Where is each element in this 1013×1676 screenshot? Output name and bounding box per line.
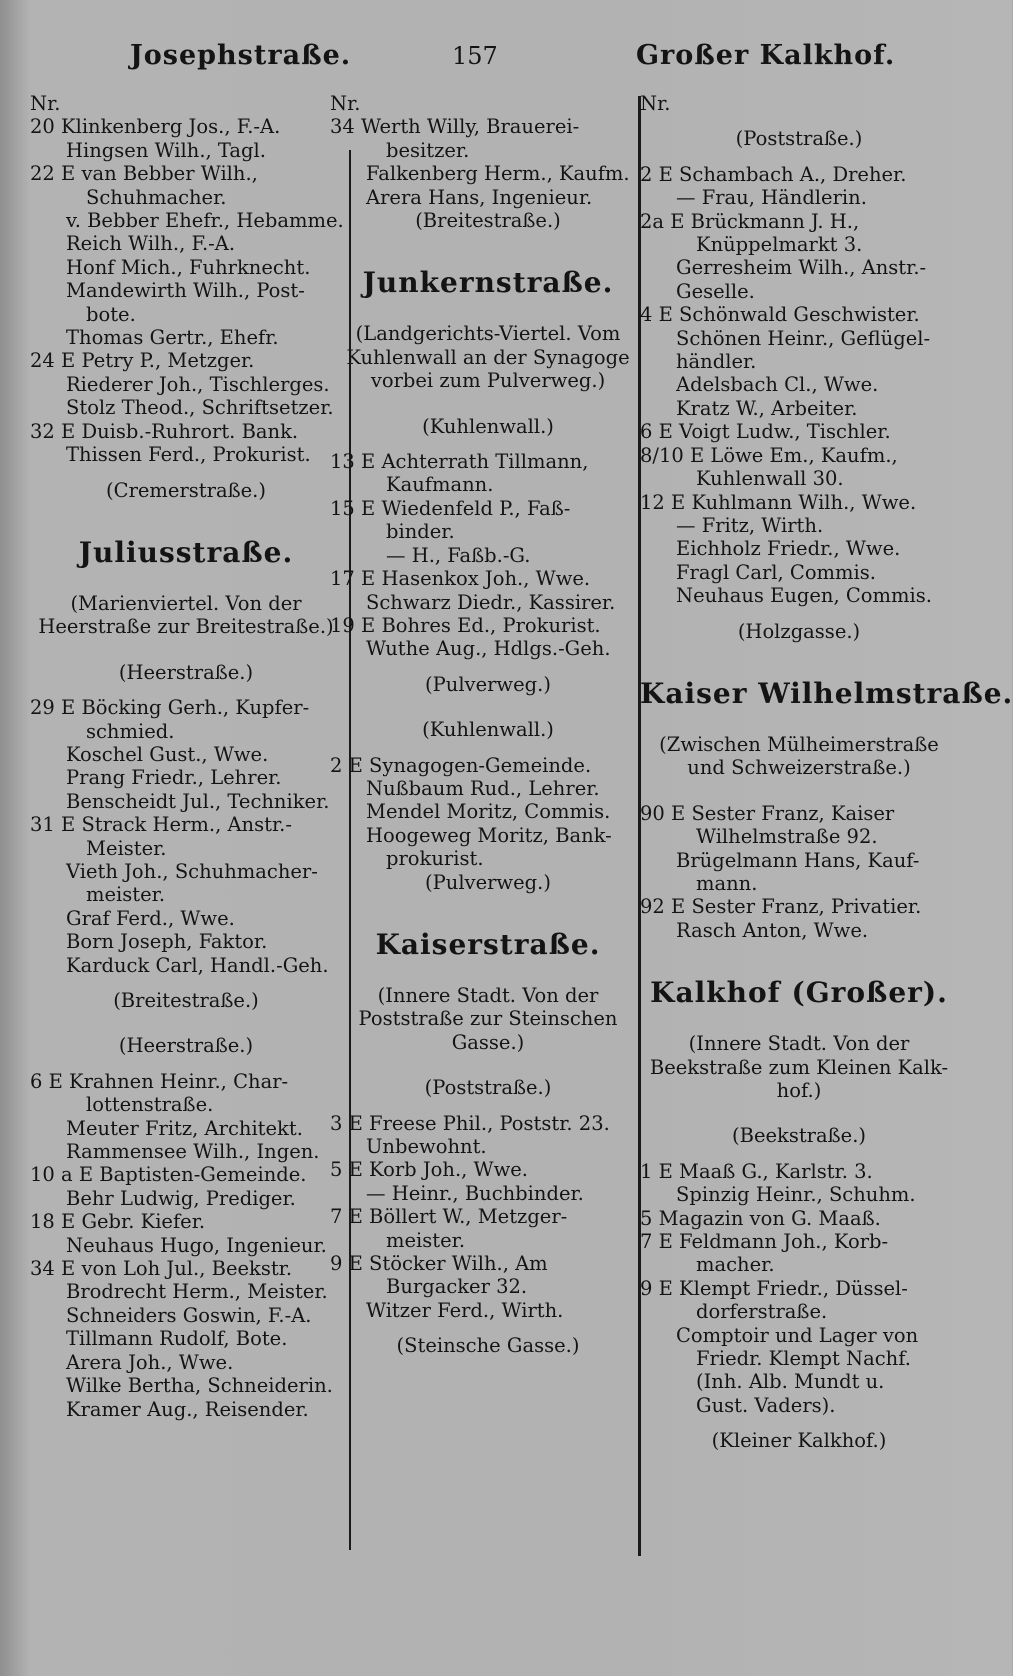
continuation-line: Kaufmann.	[386, 473, 494, 497]
street-note: (Innere Stadt. Von der	[377, 983, 599, 1007]
column-label-nr: Nr.	[30, 92, 61, 115]
street-note: (Beekstraße.)	[732, 1124, 866, 1148]
continuation-line: (Inh. Alb. Mundt u.	[696, 1370, 885, 1394]
spacer	[30, 467, 342, 479]
entry-line: 19 E Bohres Ed., Prokurist.	[330, 613, 601, 637]
entry-line: 2a E Brückmann J. H.,	[640, 209, 860, 233]
spacer	[30, 684, 342, 696]
resident-line: Stolz Theod., Schriftsetzer.	[66, 396, 334, 420]
street-note: (Heerstraße.)	[118, 660, 254, 684]
continuation-line: prokurist.	[386, 847, 484, 871]
resident-line: Riederer Joh., Tischlerges.	[66, 372, 330, 396]
continuation-line: Wilhelmstraße 92.	[696, 825, 878, 849]
entry-line: 15 E Wiedenfeld P., Faß-	[330, 496, 571, 520]
continuation-line: Friedr. Klempt Nachf.	[696, 1347, 911, 1371]
street-note: Kuhlenwall an der Synagoge	[346, 345, 630, 369]
spacer	[330, 232, 646, 266]
resident-line: Thissen Ferd., Prokurist.	[66, 443, 311, 467]
resident-line: Neuhaus Hugo, Ingenieur.	[66, 1233, 327, 1257]
resident-line: — Fritz, Wirth.	[676, 513, 824, 537]
street-note: Gasse.)	[451, 1030, 525, 1054]
street-note: vorbei zum Pulverweg.)	[370, 369, 606, 393]
resident-line: Gerresheim Wilh., Anstr.-	[676, 256, 927, 280]
resident-line: Neuhaus Eugen, Commis.	[676, 584, 932, 608]
continuation-line: Schuhmacher.	[86, 185, 227, 209]
entry-line: 6 E Krahnen Heinr., Char-	[30, 1069, 289, 1093]
resident-line: Thomas Gertr., Ehefr.	[66, 326, 279, 350]
entry-line: 10 a E Baptisten-Gemeinde.	[30, 1163, 307, 1187]
resident-line: Wuthe Aug., Hdlgs.-Geh.	[366, 637, 611, 661]
spacer	[30, 1058, 342, 1070]
entry-line: 6 E Voigt Ludw., Tischler.	[640, 420, 891, 444]
column-1	[30, 92, 342, 1421]
resident-line: Graf Ferd., Wwe.	[66, 906, 235, 930]
entry-line: 9 E Klempt Friedr., Düssel-	[640, 1276, 908, 1300]
resident-line: Schönen Heinr., Geflügel-	[676, 326, 931, 350]
resident-line: Rammensee Wilh., Ingen.	[66, 1140, 320, 1164]
resident-line: Tillmann Rudolf, Bote.	[66, 1327, 288, 1351]
resident-line: Honf Mich., Fuhrknecht.	[66, 255, 311, 279]
street-note: (Poststraße.)	[424, 1076, 552, 1100]
resident-line: Witzer Ferd., Wirth.	[366, 1298, 564, 1322]
resident-line: Arera Joh., Wwe.	[66, 1350, 234, 1374]
column-label-nr: Nr.	[640, 92, 671, 115]
street-note: (Breitestraße.)	[415, 209, 561, 233]
continuation-line: lottenstraße.	[86, 1093, 214, 1117]
continuation-line: meister.	[86, 883, 166, 907]
street-note: Poststraße zur Steinschen	[358, 1007, 618, 1031]
spacer	[640, 1148, 958, 1160]
entry-line: 5 Magazin von G. Maaß.	[640, 1206, 881, 1230]
spacer	[330, 300, 646, 322]
continuation-line: schmied.	[86, 719, 175, 743]
spacer	[30, 502, 342, 536]
street-note: und Schweizerstraße.)	[687, 756, 911, 780]
street-note: (Breitestraße.)	[113, 989, 259, 1012]
street-note: (Steinsche Gasse.)	[396, 1334, 580, 1358]
page-header	[0, 40, 1012, 80]
spacer	[640, 151, 958, 163]
street-note: (Heerstraße.)	[118, 1034, 254, 1058]
entry-line: 90 E Sester Franz, Kaiser	[640, 801, 895, 825]
spacer	[640, 711, 958, 733]
continuation-line: dorferstraße.	[696, 1300, 828, 1324]
continuation-line: meister.	[386, 1228, 466, 1252]
continuation-line: Burgacker 32.	[386, 1275, 528, 1299]
resident-line: Eichholz Friedr., Wwe.	[676, 537, 901, 561]
entry-line: 9 E Stöcker Wilh., Am	[330, 1252, 548, 1276]
continuation-line: Gust. Vaders).	[696, 1393, 836, 1417]
entry-line: 2 E Synagogen-Gemeinde.	[330, 753, 592, 777]
spacer	[640, 1010, 958, 1032]
entry-line: 12 E Kuhlmann Wilh., Wwe.	[640, 490, 917, 514]
continuation-line: — H., Faßb.-G.	[386, 543, 531, 567]
street-note: (Kleiner Kalkhof.)	[711, 1429, 887, 1453]
street-note: (Kuhlenwall.)	[422, 718, 554, 742]
spacer	[330, 1100, 646, 1112]
running-head-right: Großer Kalkhof.	[636, 40, 896, 71]
spacer	[640, 1417, 958, 1429]
spacer	[30, 1012, 342, 1034]
continuation-line: mann.	[696, 871, 758, 895]
spacer	[640, 608, 958, 620]
street-title: Juliusstraße.	[78, 535, 294, 569]
entry-line: 18 E Gebr. Kiefer.	[30, 1210, 206, 1234]
resident-line: Brodrecht Herm., Meister.	[66, 1280, 328, 1304]
entry-line: 31 E Strack Herm., Anstr.-	[30, 813, 292, 837]
spacer	[640, 1102, 958, 1124]
entry-line: 3 E Freese Phil., Poststr. 23.	[330, 1111, 610, 1135]
spacer	[330, 894, 646, 928]
spacer	[330, 438, 646, 450]
resident-line: — Heinr., Buchbinder.	[366, 1181, 584, 1205]
resident-line: Karduck Carl, Handl.-Geh.	[66, 953, 329, 977]
entry-line: 5 E Korb Joh., Wwe.	[330, 1158, 529, 1182]
continuation-line: binder.	[386, 520, 455, 544]
resident-line: v. Bebber Ehefr., Hebamme.	[66, 209, 344, 233]
resident-line: Born Joseph, Faktor.	[66, 930, 268, 954]
street-note: (Pulverweg.)	[425, 870, 551, 894]
resident-line: Mendel Moritz, Commis.	[366, 800, 611, 824]
street-note: (Marienviertel. Von der	[70, 591, 302, 615]
resident-line: Benscheidt Jul., Techniker.	[66, 789, 330, 813]
street-note: Heerstraße zur Breitestraße.)	[38, 615, 334, 639]
entry-line: 2 E Schambach A., Dreher.	[640, 162, 907, 186]
continuation-line: bote.	[86, 302, 136, 326]
street-title: Kalkhof (Großer).	[650, 976, 948, 1010]
spacer	[330, 1322, 646, 1334]
resident-line: Koschel Gust., Wwe.	[66, 742, 269, 766]
entry-line: 20 Klinkenberg Jos., F.-A.	[30, 115, 281, 139]
resident-line: Schneiders Goswin, F.-A.	[66, 1303, 312, 1327]
resident-line: Fragl Carl, Commis.	[676, 560, 876, 584]
resident-line: Schwarz Diedr., Kassirer.	[366, 590, 616, 614]
street-title: Kaiserstraße.	[375, 927, 601, 961]
entry-line: 7 E Feldmann Joh., Korb-	[640, 1230, 889, 1254]
street-note: (Zwischen Mülheimerstraße	[659, 732, 939, 756]
street-note: (Cremerstraße.)	[106, 478, 266, 502]
resident-line: händler.	[676, 350, 757, 374]
entry-line: 7 E Böllert W., Metzger-	[330, 1205, 568, 1229]
street-note: (Landgerichts-Viertel. Vom	[355, 322, 621, 346]
resident-line: Mandewirth Wilh., Post-	[66, 279, 305, 303]
resident-line: Rasch Anton, Wwe.	[676, 918, 869, 942]
spacer	[330, 393, 646, 415]
spacer	[330, 742, 646, 754]
resident-line: — Frau, Händlerin.	[676, 186, 867, 210]
entry-line: 22 E van Bebber Wilh.,	[30, 162, 258, 186]
spacer	[330, 661, 646, 673]
entry-line: 34 Werth Willy, Brauerei-	[330, 115, 580, 139]
spacer	[330, 962, 646, 984]
continuation-line: Meister.	[86, 836, 167, 860]
entry-line: 8/10 E Löwe Em., Kaufm.,	[640, 443, 898, 467]
entry-line: 92 E Sester Franz, Privatier.	[640, 895, 922, 919]
resident-line: Kramer Aug., Reisender.	[66, 1397, 309, 1421]
spacer	[30, 977, 342, 989]
spacer	[640, 643, 958, 677]
resident-line: Reich Wilh., F.-A.	[66, 232, 236, 256]
resident-line: Geselle.	[676, 279, 755, 303]
resident-line: Behr Ludwig, Prediger.	[66, 1186, 296, 1210]
column-label-nr: Nr.	[330, 92, 361, 115]
continuation-line: besitzer.	[386, 138, 470, 162]
continuation-line: Kuhlenwall 30.	[696, 467, 844, 491]
street-note: (Pulverweg.)	[425, 672, 551, 696]
continuation-line: Knüppelmarkt 3.	[696, 233, 863, 257]
resident-line: Nußbaum Rud., Lehrer.	[366, 776, 600, 800]
street-note: (Poststraße.)	[735, 127, 863, 151]
street-note: hof.)	[776, 1079, 822, 1102]
street-note: (Kuhlenwall.)	[422, 414, 554, 438]
entry-line: 4 E Schönwald Geschwister.	[640, 303, 920, 327]
resident-line: Hingsen Wilh., Tagl.	[66, 138, 266, 162]
spacer	[640, 780, 958, 802]
column-3	[640, 92, 1013, 1453]
street-note: (Innere Stadt. Von der	[688, 1032, 910, 1056]
continuation-line: macher.	[696, 1253, 775, 1277]
spacer	[640, 115, 958, 127]
street-title: Kaiser Wilhelmstraße.	[640, 676, 1013, 710]
resident-line: Falkenberg Herm., Kaufm.	[366, 162, 630, 186]
resident-line: Wilke Bertha, Schneiderin.	[66, 1374, 333, 1398]
entry-line: 34 E von Loh Jul., Beekstr.	[30, 1257, 293, 1281]
spacer	[640, 942, 958, 976]
resident-line: Hoogeweg Moritz, Bank-	[366, 823, 612, 847]
street-title: Junkernstraße.	[362, 266, 614, 300]
resident-line: Spinzig Heinr., Schuhm.	[676, 1183, 916, 1207]
street-note: (Holzgasse.)	[737, 619, 861, 643]
resident-line: Unbewohnt.	[366, 1135, 487, 1158]
page-number: 157	[452, 42, 498, 70]
resident-line: Meuter Fritz, Architekt.	[66, 1116, 303, 1140]
resident-line: Kratz W., Arbeiter.	[676, 396, 858, 420]
resident-line: Adelsbach Cl., Wwe.	[676, 373, 879, 397]
running-head-left: Josephstraße.	[130, 40, 352, 71]
street-note: Beekstraße zum Kleinen Kalk-	[649, 1055, 949, 1079]
resident-line: Vieth Joh., Schuhmacher-	[66, 859, 318, 883]
spacer	[330, 696, 646, 718]
resident-line: Brügelmann Hans, Kauf-	[676, 848, 920, 872]
entry-line: 17 E Hasenkox Joh., Wwe.	[330, 567, 591, 591]
spacer	[330, 1054, 646, 1076]
entry-line: 29 E Böcking Gerh., Kupfer-	[30, 696, 310, 720]
spacer	[30, 639, 342, 661]
resident-line: Comptoir und Lager von	[676, 1323, 919, 1347]
spacer	[30, 570, 342, 592]
entry-line: 1 E Maaß G., Karlstr. 3.	[640, 1159, 873, 1183]
resident-line: Arera Hans, Ingenieur.	[366, 185, 593, 209]
entry-line: 24 E Petry P., Metzger.	[30, 349, 255, 373]
column-2	[330, 92, 646, 1358]
entry-line: 13 E Achterrath Tillmann,	[330, 450, 589, 474]
resident-line: Prang Friedr., Lehrer.	[66, 766, 282, 790]
entry-line: 32 E Duisb.-Ruhrort. Bank.	[30, 419, 299, 443]
